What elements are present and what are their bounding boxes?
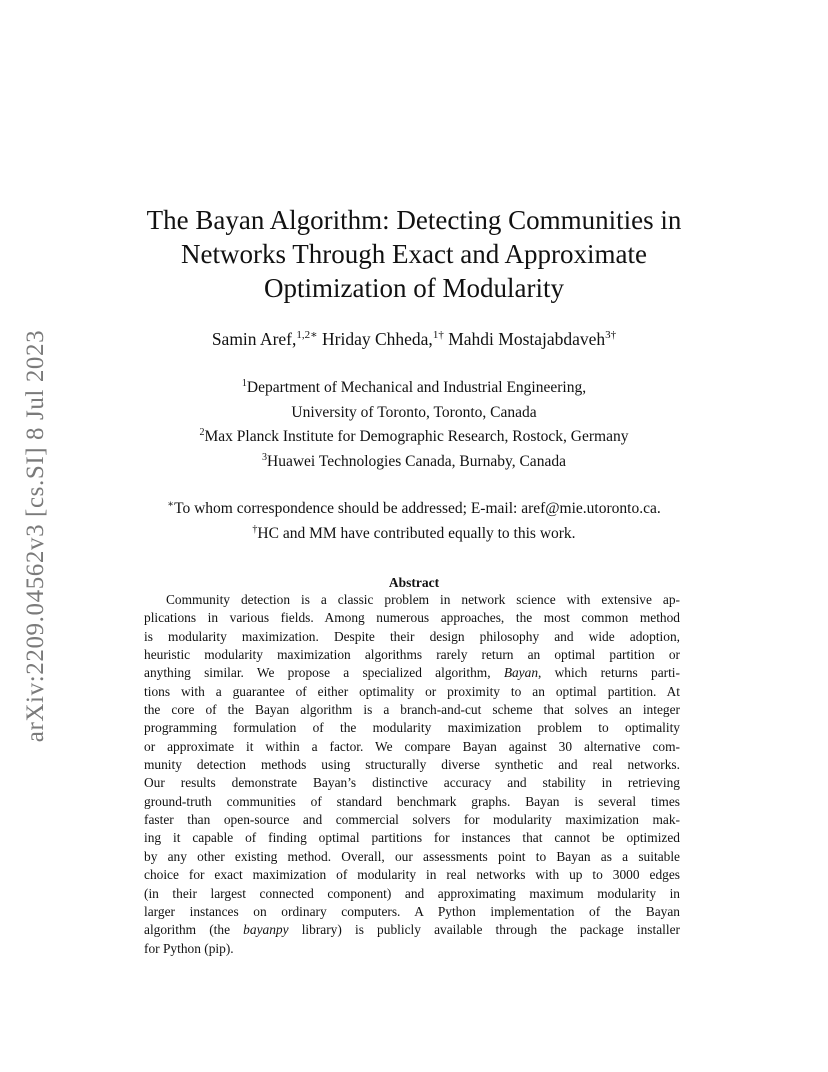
abstract-text: algorithm (the	[144, 922, 244, 938]
author-name: Mahdi Mostajabdaveh	[448, 329, 606, 349]
abstract-text: or approximate it within a factor. We compare Bayan against 30 alternative com-	[144, 738, 680, 754]
affiliation-line	[100, 376, 728, 401]
author-list	[100, 328, 728, 350]
note-mark: †	[252, 523, 258, 535]
abstract-line	[144, 866, 680, 884]
abstract-text: (in their largest connected component) and approximating maximum modularity in	[144, 885, 680, 901]
author-name: Samin Aref,	[211, 329, 297, 349]
abstract-line	[144, 921, 680, 939]
abstract-text: is modularity maximization. Despite their design philosophy and wide adoption,	[144, 628, 680, 644]
abstract-line	[144, 646, 680, 664]
abstract-line	[144, 719, 680, 737]
note-text: HC and MM have contributed equally to this work.	[257, 524, 576, 542]
abstract-line	[144, 829, 680, 847]
abstract-line	[144, 628, 680, 646]
abstract-line	[144, 738, 680, 756]
abstract-text: munity detection methods using structurally diverse synthetic and real networks.	[144, 757, 680, 773]
arxiv-identifier-stamp: arXiv:2209.04562v3 [cs.SI] 8 Jul 2023	[22, 329, 49, 743]
abstract-text: larger instances on ordinary computers. A Python implementation of the Bayan	[144, 903, 680, 919]
abstract-text: programming formulation of the modularity maximization problem to optimality	[144, 720, 680, 736]
author-affiliation-marks: 3†	[605, 329, 617, 342]
affiliation-mark: 3	[262, 451, 268, 463]
footnote-list	[100, 497, 728, 546]
abstract-heading: Abstract	[388, 575, 440, 590]
abstract-line	[144, 885, 680, 903]
abstract-text: library) is publicly available through the package installer	[288, 922, 680, 938]
abstract-text: tions with a guarantee of either optimality or proximity to an optimal partition. At	[144, 683, 680, 699]
affiliation-text: Department of Mechanical and Industrial Engineering,	[246, 379, 587, 396]
affiliation-text: Max Planck Institute for Demographic Research, Rostock, Germany	[204, 428, 629, 445]
abstract-text: ing it capable of finding optimal partitions for instances that cannot be optimized	[144, 830, 680, 846]
correspondence-note	[100, 497, 728, 522]
abstract-text: , which returns parti-	[538, 665, 680, 681]
abstract-line	[144, 811, 680, 829]
abstract-text: by any other existing method. Overall, our assessments point to Bayan as a suitable	[144, 848, 680, 864]
abstract-line	[144, 903, 680, 921]
abstract-line	[144, 683, 680, 701]
abstract-line	[144, 774, 680, 792]
author-affiliation-marks: 1†	[432, 329, 444, 342]
abstract-text: choice for exact maximization of modularity in real networks with up to 3000 edges	[144, 867, 680, 883]
author-name: Hriday Chheda,	[322, 329, 433, 349]
abstract-line	[144, 756, 680, 774]
affiliation-line	[100, 450, 728, 475]
note-text: To whom correspondence should be addressed; E-mail: aref@mie.utoronto.ca.	[174, 500, 661, 517]
note-mark: ∗	[167, 498, 175, 510]
affiliation-mark: 2	[199, 426, 205, 438]
abstract-text: heuristic modularity maximization algorithms rarely return an optimal partition or	[144, 647, 680, 663]
abstract-text: faster than open-source and commercial solvers for modularity maximization mak-	[144, 812, 680, 828]
paper-title-line: The Bayan Algorithm: Detecting Communities in	[146, 205, 682, 235]
abstract-body	[144, 591, 680, 958]
abstract-text: Community detection is a classic problem in network science with extensive ap-	[166, 592, 680, 607]
affiliation-line	[100, 401, 728, 426]
abstract-line	[144, 940, 680, 958]
abstract-line	[144, 848, 680, 866]
author-affiliation-marks: 1,2∗	[296, 329, 318, 342]
affiliation-mark: 1	[241, 377, 247, 389]
abstract-line	[144, 793, 680, 811]
equal-contribution-note	[100, 522, 728, 547]
abstract-text: plications in various fields. Among numerous approaches, the most common method	[144, 610, 680, 626]
paper-title-line: Optimization of Modularity	[264, 273, 564, 303]
abstract-text: for Python (pip).	[144, 940, 234, 956]
abstract-text: the core of the Bayan algorithm is a branch-and-cut scheme that solves an integer	[144, 702, 680, 718]
paper-title-line: Networks Through Exact and Approximate	[181, 239, 647, 269]
algorithm-name-emphasis: Bayan	[503, 665, 539, 681]
abstract-line	[144, 591, 680, 609]
affiliation-text: Huawei Technologies Canada, Burnaby, Canada	[267, 452, 566, 470]
library-name-emphasis: bayanpy	[243, 922, 289, 938]
affiliation-list	[100, 376, 728, 474]
paper-title	[100, 203, 728, 305]
affiliation-text: University of Toronto, Toronto, Canada	[291, 403, 537, 421]
abstract-line	[144, 664, 680, 682]
abstract-text: ground-truth communities of standard benchmark graphs. Bayan is several times	[144, 793, 680, 809]
abstract-line	[144, 701, 680, 719]
abstract-text: Our results demonstrate Bayan’s distinctive accuracy and stability in retrieving	[144, 775, 680, 791]
affiliation-line	[100, 425, 728, 450]
abstract-line	[144, 609, 680, 627]
abstract-text: anything similar. We propose a specialized algorithm,	[144, 665, 504, 681]
